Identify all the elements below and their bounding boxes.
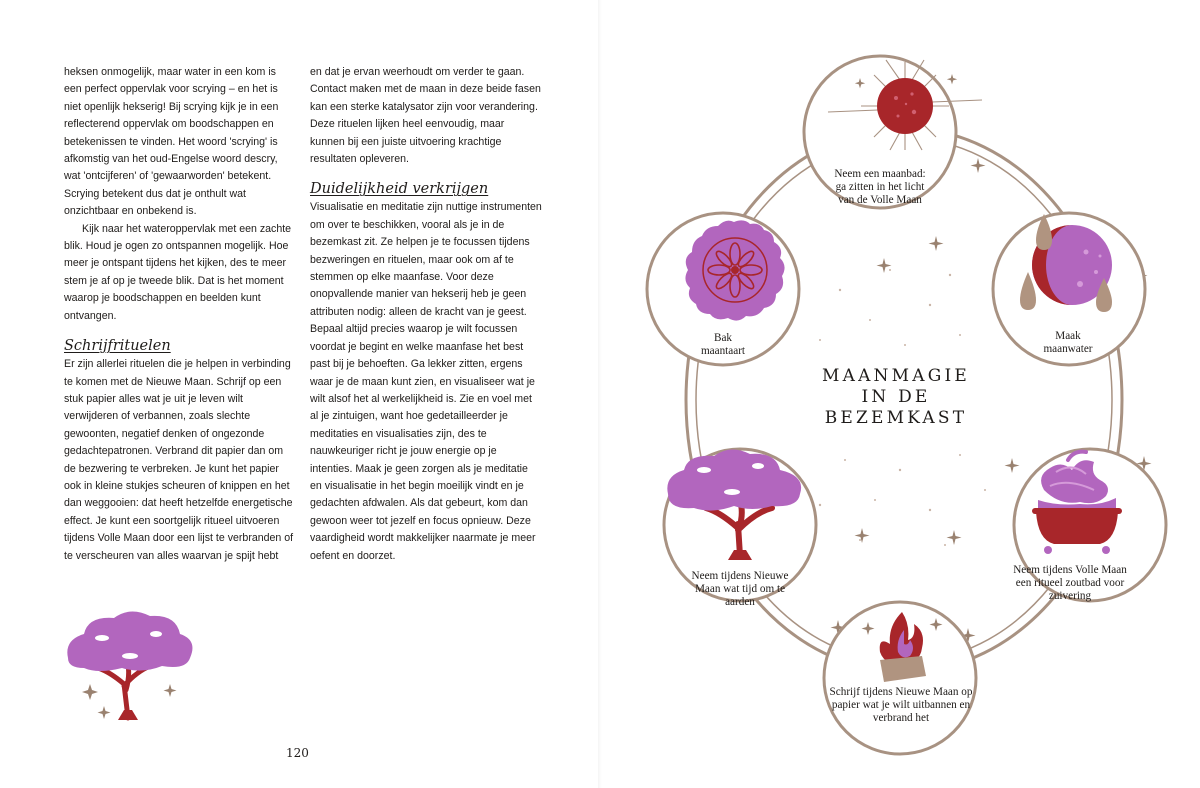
- circle-label-lower-right: Neem tijdens Volle Maan een ritueel zoutbad voor zuivering: [1013, 564, 1127, 602]
- paragraph: Visualisatie en meditatie zijn nuttige instrumenten om over te beschikken, vooral als je in de bezemkast zit. Ze helpen je te focussen tijdens bezweringen en rituelen, maar ook om af te stemmen op elke maanfase. Voor deze onopvallende manier van hekserij heb je geen attributen nodig: alleen de kracht van je geest. Bepaal altijd precies waarop je wilt focussen voordat je begint en welke maanfase het best past bij je behoeften. Ga lekker zitten, ergens waar je de maan kunt zien, en visualiseer wat je wilt alsof het al werkelijkheid is. Zie en voel met al je zintuigen, want hoe gedetailleerder je meditaties en visualisaties zijn, des te nauwkeuriger richt je jouw energie op je intenties. Maak je geen zorgen als je meditatie en visualisatie in het begin moeilijk vindt en je gedachten afdwalen. Als dat gebeurt, kom dan gewoon weer tot jezelf en focus opnieuw. Deze vaardigheid wordt makkelijker naarmate je meer oefent en doorzet.: [310, 201, 542, 562]
- circle-label-top: Neem een maanbad: ga zitten in het licht van de Volle Maan: [834, 168, 926, 206]
- page-number: 120: [286, 746, 309, 760]
- paragraph: heksen onmogelijk, maar water in een kom is een perfect oppervlak voor scrying – en het is niet openlijk hekserig! Bij scrying kijk je in een reflecterend oppervlak om boodschappen en betekenissen te vinden. Het woord 'scrying' is afkomstig van het oud-Engelse woord descry, wat 'ontcijferen' of 'gewaarworden' betekent. Scrying betekent dus dat je onthult wat onzichtbaar en onbekend is.: [64, 66, 279, 218]
- title-line: BEZEMKAST: [824, 408, 968, 428]
- section-heading-duidelijkheid: Duidelijkheid verkrijgen: [310, 181, 489, 198]
- circle-label-lower-left: Neem tijdens Nieuwe Maan wat tijd om te aarden: [691, 570, 789, 608]
- title-line: MAANMAGIE: [821, 366, 971, 386]
- circle-label-upper-right: Maak maanwater: [1043, 330, 1093, 355]
- paragraph: Er zijn allerlei rituelen die je helpen in verbinding te komen met de Nieuwe Maan. Schrijf op een stuk papier alles wat je uit je leven wilt verwijderen of verbannen, zoals slechte gewoonten, negatief denken of ongezonde gedachtepatronen. Verbrand dit papier dan om de bezwering te verbreken. Je kunt het papier ook in kleine stukjes scheuren of knippen en het dan weggooien: dat heeft hetzelfde energetische effect. Je kunt een soortgelijk ritueel uitvoeren tijdens Volle Maan door een lijst te verbranden of te verscheuren van alles waarvan je spijt hebt: [64, 358, 294, 562]
- diagram-title: [812, 366, 980, 429]
- section-heading-schrijfrituelen: Schrijfrituelen: [64, 338, 171, 355]
- paragraph: Kijk naar het wateroppervlak met een zachte blik. Houd je ogen zo ontspannen mogelijk. Hoe meer je ontspant tijdens het kijken, des te meer stem je af op je tweede blik. Dat is het moment waarop je boodschappen en beelden kunt ontvangen.: [64, 222, 292, 322]
- circle-label-upper-left: Bak maantaart: [700, 332, 746, 357]
- circle-label-bottom: Schrijf tijdens Nieuwe Maan op papier wat je wilt uitbannen en verbrand het: [829, 686, 973, 724]
- title-line: IN DE: [861, 387, 931, 407]
- paragraph: en dat je ervan weerhoudt om verder te gaan. Contact maken met de maan in deze beide fasen kan een sterke katalysator zijn voor verandering. Deze rituelen lijken heel eenvoudig, maar kunnen bij een juiste uitvoering krachtige resultaten opleveren.: [310, 66, 541, 166]
